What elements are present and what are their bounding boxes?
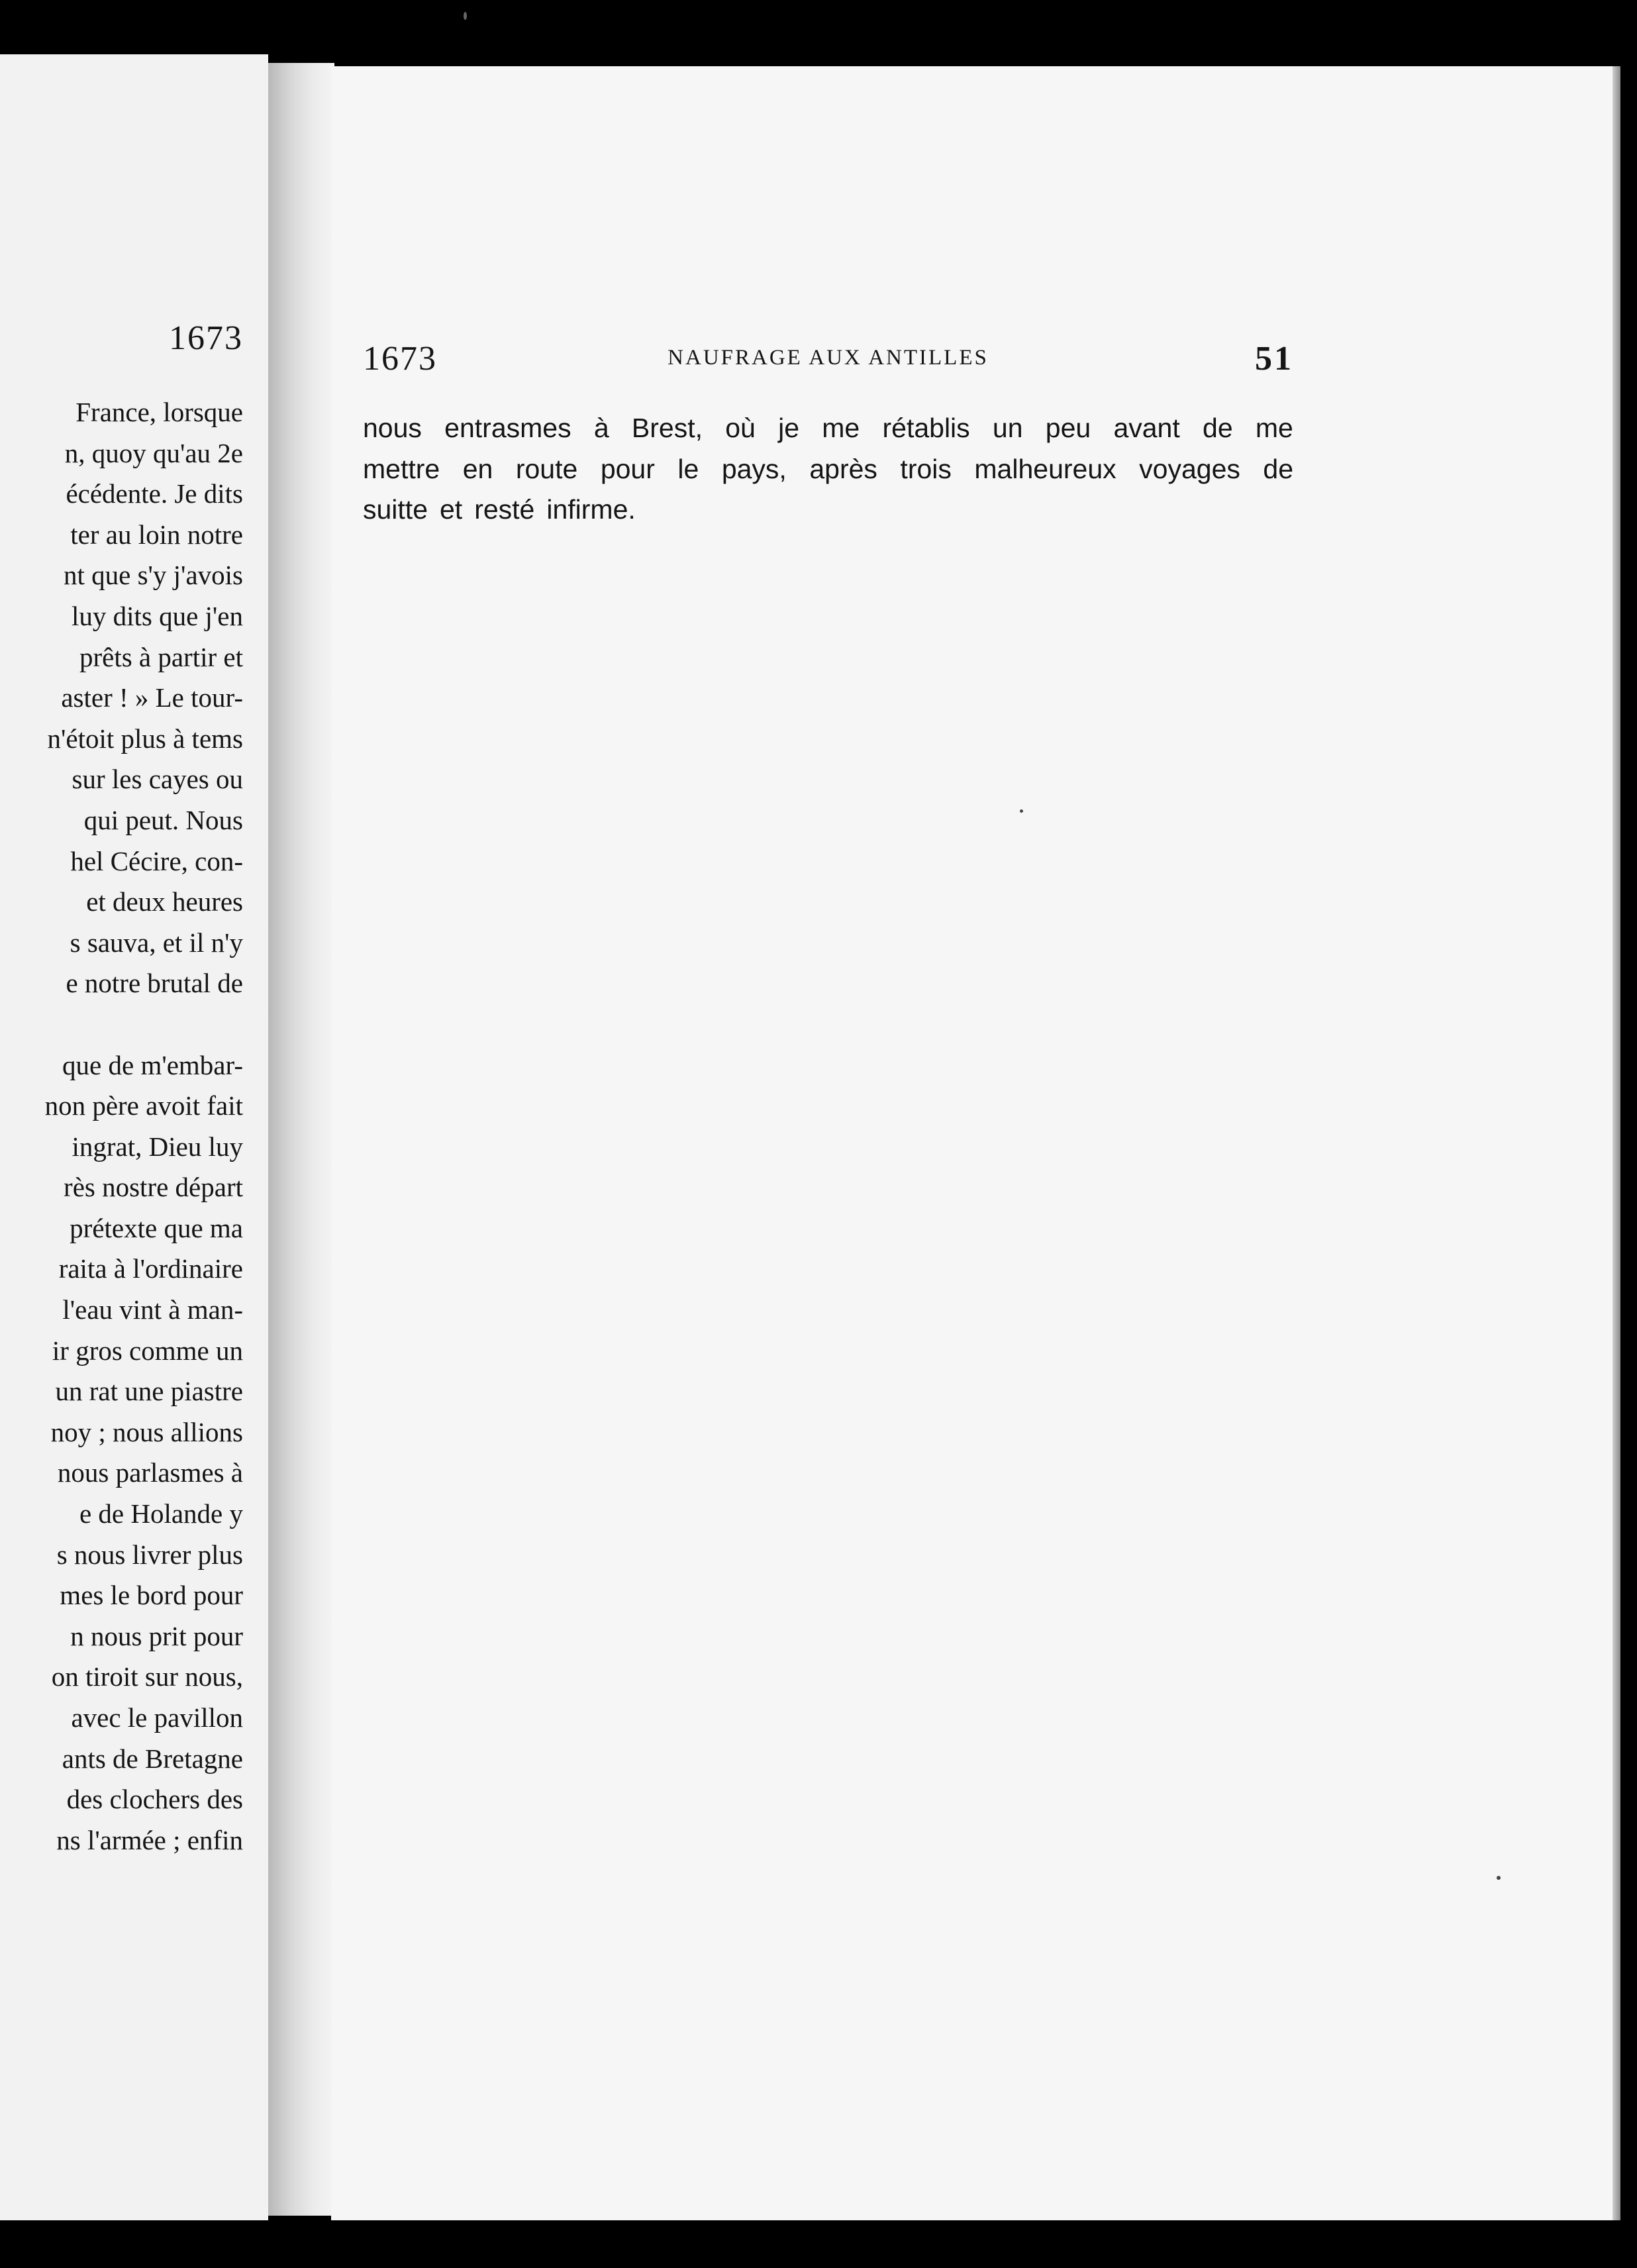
- word: peu: [1045, 413, 1091, 443]
- word: nous: [363, 413, 422, 443]
- facing-text-line: qui peut. Nous: [83, 804, 243, 835]
- word: de: [1203, 413, 1233, 443]
- word: mettre: [363, 453, 440, 484]
- facing-text-line: luy dits que j'en: [71, 600, 243, 631]
- word: malheureux: [974, 453, 1116, 484]
- page-number: 51: [1255, 340, 1293, 378]
- text-line: [363, 449, 1293, 490]
- facing-text-line: noy ; nous allions: [50, 1416, 243, 1447]
- facing-text-line: écédente. Je dits: [66, 478, 243, 509]
- word: me: [1255, 413, 1293, 443]
- word: je: [778, 413, 800, 443]
- facing-text-line: n nous prit pour: [70, 1620, 243, 1651]
- facing-text-line: France, lorsque: [75, 397, 243, 427]
- facing-page-left: [0, 54, 268, 2220]
- word: un: [992, 413, 1023, 443]
- facing-text-line: hel Cécire, con-: [70, 845, 243, 876]
- word: voyages: [1139, 453, 1240, 484]
- running-head-year: 1673: [363, 340, 437, 378]
- word: infirme.: [546, 494, 636, 525]
- facing-text-line: s nous livrer plus: [56, 1539, 243, 1570]
- facing-text-line: ingrat, Dieu luy: [72, 1131, 243, 1162]
- facing-text-line: s sauva, et il n'y: [70, 927, 243, 958]
- word: après: [809, 453, 877, 484]
- word: route: [515, 453, 578, 484]
- page-edge: [1612, 66, 1620, 2220]
- facing-text-line: l'eau vint à man-: [62, 1294, 243, 1325]
- paragraph-gap: [0, 1004, 243, 1045]
- facing-text-line: aster ! » Le tour-: [61, 682, 243, 713]
- facing-text-line: nt que s'y j'avois: [63, 560, 243, 591]
- word: me: [822, 413, 860, 443]
- running-head: [363, 339, 1293, 386]
- facing-text-line: rès nostre départ: [64, 1172, 243, 1203]
- facing-page-text: [0, 392, 243, 1861]
- word: pour: [600, 453, 655, 484]
- facing-text-line: e notre brutal de: [66, 968, 243, 999]
- facing-text-line: prétexte que ma: [70, 1212, 243, 1243]
- word: resté: [474, 494, 535, 525]
- facing-text-line: ir gros comme un: [52, 1335, 243, 1366]
- word: pays,: [721, 453, 787, 484]
- facing-text-line: non père avoit fait: [44, 1090, 243, 1121]
- word: et: [440, 494, 463, 525]
- word: avant: [1113, 413, 1180, 443]
- facing-text-line: raita à l'ordinaire: [58, 1253, 243, 1284]
- word: Brest,: [631, 413, 703, 443]
- page-body-text: [363, 408, 1293, 531]
- running-head-title: NAUFRAGE AUX ANTILLES: [668, 346, 989, 370]
- facing-text-line: que de m'embar-: [62, 1049, 243, 1080]
- book-gutter: [268, 63, 334, 2216]
- word: trois: [900, 453, 952, 484]
- word: de: [1263, 453, 1293, 484]
- facing-text-line: on tiroit sur nous,: [51, 1661, 243, 1692]
- word: à: [593, 413, 609, 443]
- facing-text-line: des clochers des: [66, 1784, 243, 1815]
- facing-text-line: mes le bord pour: [60, 1580, 243, 1611]
- word: entrasmes: [444, 413, 571, 443]
- text-line: [363, 408, 1293, 449]
- facing-text-line: et deux heures: [86, 886, 243, 917]
- facing-text-line: avec le pavillon: [71, 1702, 243, 1733]
- text-line: [363, 490, 1293, 531]
- word: en: [462, 453, 493, 484]
- facing-text-line: ter au loin notre: [70, 519, 243, 550]
- word: le: [677, 453, 699, 484]
- facing-text-line: nous parlasmes à: [57, 1457, 243, 1488]
- facing-text-line: e de Holande y: [79, 1498, 243, 1529]
- page-right: [331, 66, 1612, 2220]
- facing-text-line: prêts à partir et: [79, 641, 243, 672]
- word: suitte: [363, 494, 428, 525]
- facing-text-line: un rat une piastre: [55, 1376, 243, 1407]
- facing-text-line: ants de Bretagne: [62, 1743, 243, 1774]
- word: où: [725, 413, 756, 443]
- facing-text-line: n'étoit plus à tems: [47, 723, 243, 754]
- word: rétablis: [882, 413, 970, 443]
- facing-text-line: sur les cayes ou: [72, 764, 243, 795]
- facing-text-line: ns l'armée ; enfin: [56, 1824, 243, 1855]
- facing-text-line: n, quoy qu'au 2e: [64, 437, 243, 468]
- facing-page-folio: 1673: [169, 319, 243, 357]
